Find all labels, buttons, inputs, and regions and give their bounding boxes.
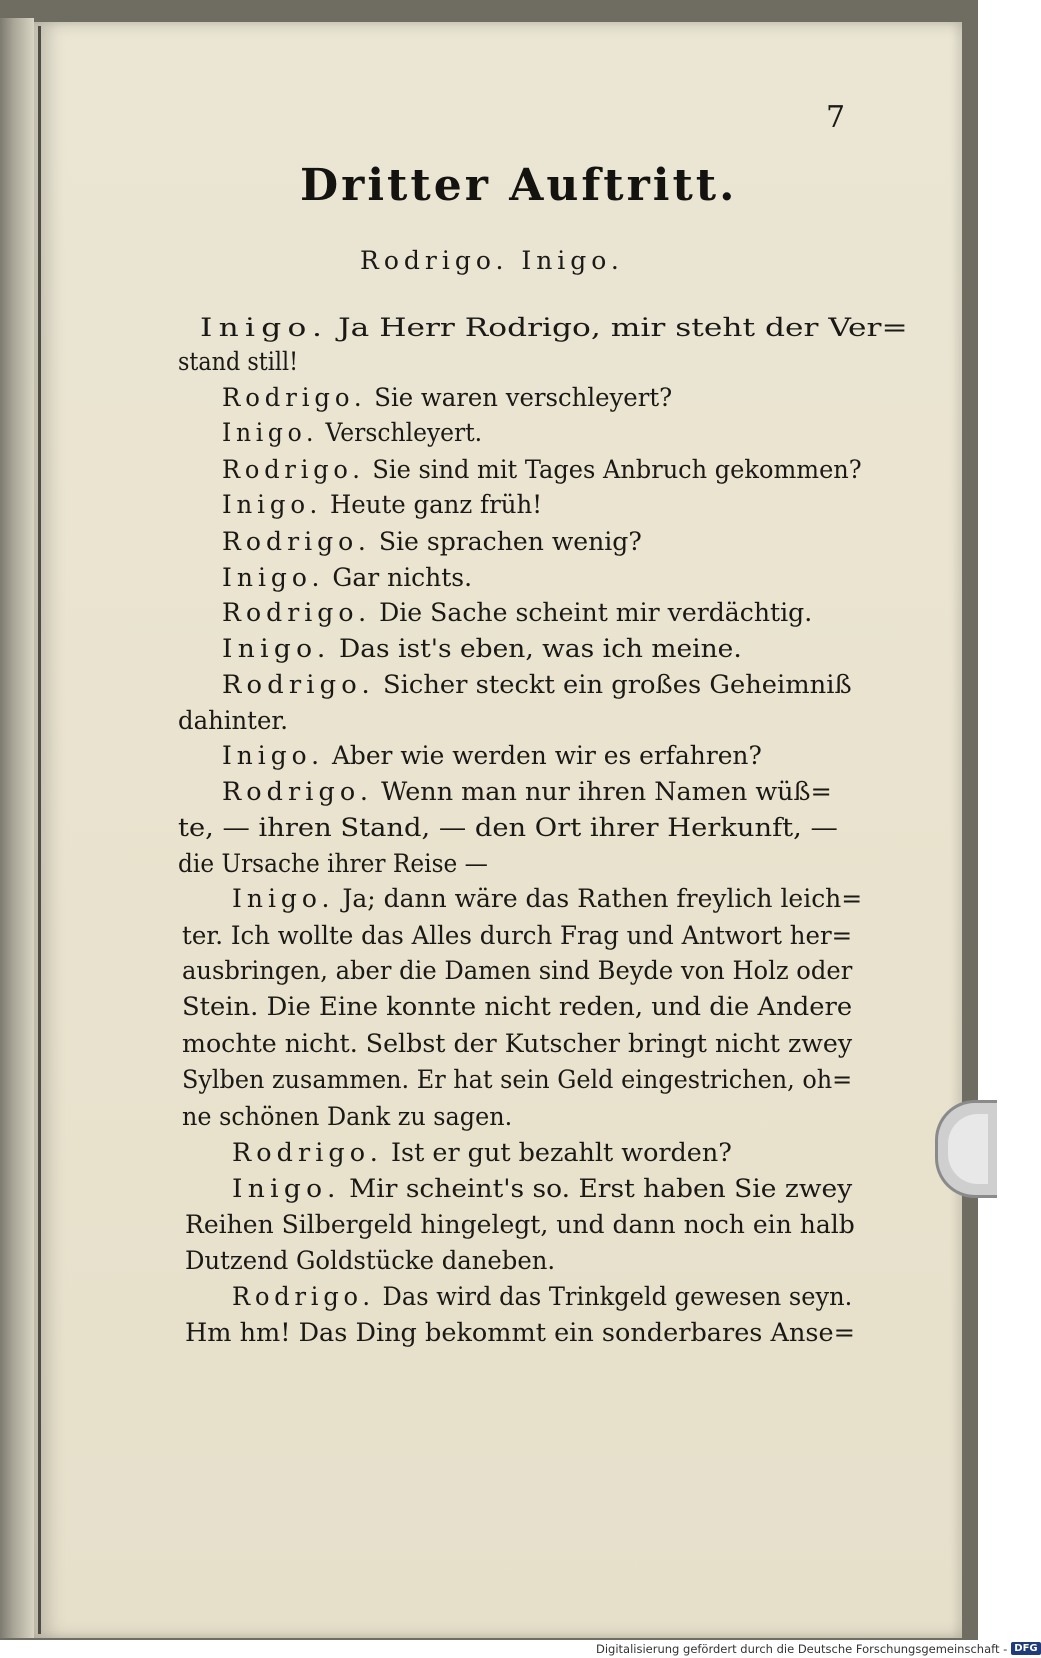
line-text: Aber wie werden wir es erfahren? <box>331 741 762 770</box>
speaker-name: Rodrigo. <box>232 1138 383 1167</box>
text-line <box>182 1065 852 1094</box>
text-line <box>222 455 862 484</box>
line-text: Heute ganz früh! <box>329 490 543 519</box>
text-line <box>222 527 642 556</box>
footer-text: Digitalisierung gefördert durch die Deutsche Forschungsgemeinschaft - <box>596 1641 1008 1656</box>
line-text: Ja; dann wäre das Rathen freylich leich= <box>342 884 863 913</box>
text-line <box>222 383 672 412</box>
line-text: Hm hm! Das Ding bekommt ein sonderbares Anse= <box>185 1318 855 1347</box>
line-text: mochte nicht. Selbst der Kutscher bringt nicht zwey <box>182 1029 853 1058</box>
speaker-name: Rodrigo. <box>222 455 365 484</box>
line-text: ne schönen Dank zu sagen. <box>182 1102 513 1131</box>
speaker-name: Rodrigo. <box>222 670 375 699</box>
speaker-name: Inigo. <box>200 313 329 342</box>
speaker-name: Inigo. <box>222 490 323 519</box>
text-line <box>222 418 482 447</box>
text-line <box>222 490 542 519</box>
line-text: Das wird das Trinkgeld gewesen seyn. <box>382 1282 853 1311</box>
line-text: Sie waren verschleyert? <box>374 383 673 412</box>
text-line <box>182 1102 512 1131</box>
text-line <box>178 347 298 376</box>
gutter-line <box>38 26 41 1634</box>
line-text: stand still! <box>178 347 299 376</box>
text-line <box>222 634 742 663</box>
line-text: Reihen Silbergeld hingelegt, und dann noch ein halb <box>185 1210 855 1239</box>
text-line <box>200 313 908 342</box>
line-text: ausbringen, aber die Damen sind Beyde von Holz oder <box>182 956 853 985</box>
text-line <box>182 921 852 950</box>
line-text: Sie sind mit Tages Anbruch gekommen? <box>372 455 862 484</box>
line-text: Gar nichts. <box>332 563 473 592</box>
line-text: Sie sprachen wenig? <box>378 527 642 556</box>
text-line <box>232 1138 732 1167</box>
speaker-name: Inigo. <box>222 634 331 663</box>
speaker-name: Rodrigo. <box>222 527 371 556</box>
text-line <box>182 992 852 1021</box>
text-line <box>185 1246 555 1275</box>
speaker-name: Rodrigo. <box>222 777 374 806</box>
line-text: ter. Ich wollte das Alles durch Frag und Antwort her= <box>182 921 853 950</box>
line-text: Verschleyert. <box>325 418 483 447</box>
speaker-name: Rodrigo. <box>222 598 372 627</box>
speaker-name: Inigo. <box>222 741 325 770</box>
text-line <box>182 956 852 985</box>
speaker-name: Inigo. <box>232 884 335 913</box>
dfg-logo: DFG <box>1011 1642 1040 1655</box>
speaker-name: Rodrigo. <box>232 1282 375 1311</box>
line-text: Ist er gut bezahlt worden? <box>391 1138 732 1167</box>
line-text: Ja Herr Rodrigo, mir steht der Ver= <box>338 313 908 342</box>
line-text: die Ursache ihrer Reise — <box>178 849 488 878</box>
text-line <box>232 1174 852 1203</box>
footer <box>596 1639 1038 1658</box>
speaker-name: Rodrigo. <box>222 383 367 412</box>
text-line <box>178 706 288 735</box>
text-line <box>178 849 488 878</box>
line-text: Das ist's eben, was ich meine. <box>339 634 742 663</box>
speaker-name: Inigo. <box>222 418 319 447</box>
text-line <box>222 777 832 806</box>
text-line <box>222 741 762 770</box>
line-text: Die Sache scheint mir verdächtig. <box>379 598 813 627</box>
text-line <box>222 598 812 627</box>
line-text: Dutzend Goldstücke daneben. <box>185 1246 556 1275</box>
line-text: te, — ihren Stand, — den Ort ihrer Herkunft, — <box>178 813 838 842</box>
line-text: Sicher steckt ein großes Geheimniß <box>383 670 852 699</box>
text-line <box>222 670 852 699</box>
line-text: Sylben zusammen. Er hat sein Geld eingestrichen, oh= <box>182 1065 853 1094</box>
scene-title: Dritter Auftritt. <box>300 160 738 211</box>
text-line <box>232 884 862 913</box>
line-text: Stein. Die Eine konnte nicht reden, und die Andere <box>182 992 853 1021</box>
line-text: dahinter. <box>178 706 289 735</box>
text-line <box>222 563 472 592</box>
text-line <box>232 1282 852 1311</box>
line-text: Wenn man nur ihren Namen wüß= <box>381 777 832 806</box>
text-line <box>182 1029 852 1058</box>
speaker-name: Inigo. <box>232 1174 341 1203</box>
line-text: Mir scheint's so. Erst haben Sie zwey <box>349 1174 853 1203</box>
text-line <box>185 1210 855 1239</box>
text-line <box>185 1318 855 1347</box>
character-list: Rodrigo. Inigo. <box>360 246 624 275</box>
speaker-name: Inigo. <box>222 563 325 592</box>
text-line <box>178 813 838 842</box>
left-page-edge <box>0 18 34 1638</box>
page-number: 7 <box>826 100 846 135</box>
